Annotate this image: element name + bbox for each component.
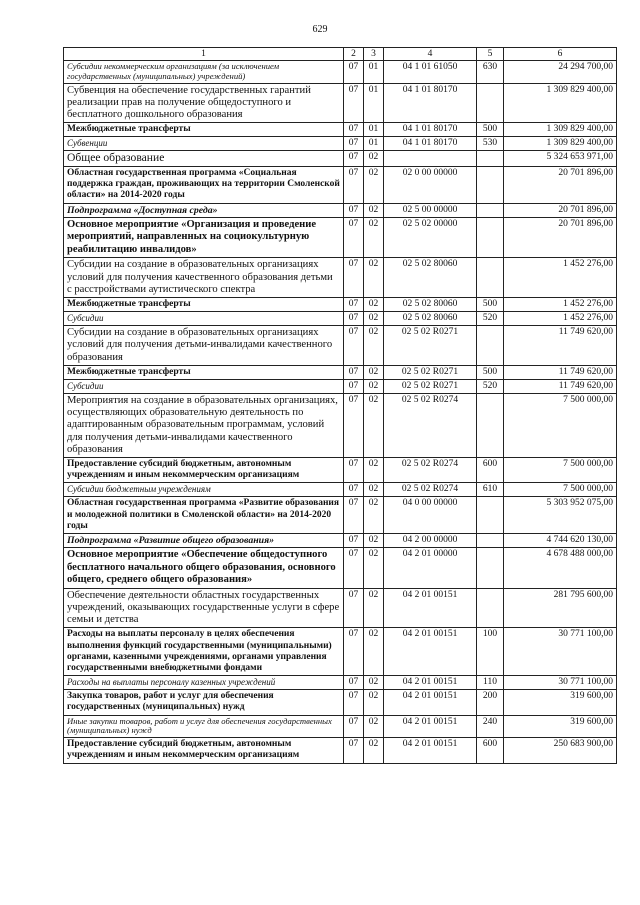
row-amount: 1 452 276,00 xyxy=(504,298,617,312)
row-section: 07 xyxy=(344,258,364,298)
row-expense-type xyxy=(477,151,504,167)
row-target-code: 02 5 02 R0271 xyxy=(384,326,477,366)
row-target-code: 02 5 02 80060 xyxy=(384,258,477,298)
row-target-code: 02 0 00 00000 xyxy=(384,167,477,204)
table-row xyxy=(64,628,617,676)
row-name: Основное мероприятие «Обеспечение общедоступного бесплатного начального общего образования, основного общего, среднего общего образования» xyxy=(64,548,344,589)
row-section: 07 xyxy=(344,394,364,458)
table-row xyxy=(64,715,617,738)
table-row xyxy=(64,137,617,151)
row-amount: 20 701 896,00 xyxy=(504,217,617,258)
row-expense-type xyxy=(477,588,504,628)
row-expense-type xyxy=(477,167,504,204)
row-name: Субвенция на обеспечение государственных гарантий реализации прав на получение общедоступного и бесплатного дошкольного образования xyxy=(64,83,344,123)
table-row xyxy=(64,738,617,763)
row-target-code: 04 2 01 00151 xyxy=(384,738,477,763)
row-subsection: 02 xyxy=(364,497,384,534)
row-subsection: 02 xyxy=(364,483,384,497)
table-row xyxy=(64,588,617,628)
row-target-code: 04 2 01 00151 xyxy=(384,628,477,676)
row-expense-type: 100 xyxy=(477,628,504,676)
row-name: Межбюджетные трансферты xyxy=(64,123,344,137)
row-subsection: 02 xyxy=(364,548,384,589)
row-amount: 1 309 829 400,00 xyxy=(504,123,617,137)
row-subsection: 02 xyxy=(364,588,384,628)
row-name: Субсидии xyxy=(64,312,344,326)
row-expense-type xyxy=(477,217,504,258)
row-expense-type xyxy=(477,394,504,458)
row-name: Расходы на выплаты персоналу в целях обеспечения выполнения функций государственными (муниципальными) органами, казенными учреждениями, органами управления государственными внебюджетными фондами xyxy=(64,628,344,676)
row-subsection: 02 xyxy=(364,676,384,690)
table-row xyxy=(64,380,617,394)
row-section: 07 xyxy=(344,458,364,483)
row-subsection: 01 xyxy=(364,123,384,137)
row-amount: 1 452 276,00 xyxy=(504,312,617,326)
row-expense-type: 610 xyxy=(477,483,504,497)
row-section: 07 xyxy=(344,326,364,366)
row-name: Субсидии бюджетным учреждениям xyxy=(64,483,344,497)
row-expense-type: 500 xyxy=(477,365,504,379)
column-header: 1 xyxy=(64,48,344,61)
row-expense-type xyxy=(477,258,504,298)
table-body xyxy=(64,61,617,764)
row-expense-type xyxy=(477,326,504,366)
table-row xyxy=(64,326,617,366)
row-target-code: 04 1 01 61050 xyxy=(384,61,477,84)
row-section: 07 xyxy=(344,738,364,763)
row-section: 07 xyxy=(344,298,364,312)
row-amount: 7 500 000,00 xyxy=(504,483,617,497)
row-subsection: 02 xyxy=(364,312,384,326)
row-amount: 11 749 620,00 xyxy=(504,365,617,379)
row-target-code: 02 5 02 R0274 xyxy=(384,394,477,458)
table-row xyxy=(64,676,617,690)
table-row xyxy=(64,458,617,483)
row-section: 07 xyxy=(344,588,364,628)
row-target-code: 02 5 02 R0274 xyxy=(384,483,477,497)
row-subsection: 02 xyxy=(364,380,384,394)
row-subsection: 02 xyxy=(364,715,384,738)
table-row xyxy=(64,258,617,298)
row-subsection: 02 xyxy=(364,298,384,312)
row-target-code: 04 0 00 00000 xyxy=(384,497,477,534)
row-name: Обеспечение деятельности областных государственных учреждений, оказывающих государственные услуги в сфере семьи и детства xyxy=(64,588,344,628)
row-section: 07 xyxy=(344,151,364,167)
row-section: 07 xyxy=(344,534,364,548)
row-name: Общее образование xyxy=(64,151,344,167)
table-row xyxy=(64,312,617,326)
table-row xyxy=(64,217,617,258)
row-section: 07 xyxy=(344,380,364,394)
row-section: 07 xyxy=(344,217,364,258)
row-name: Субсидии некоммерческим организациям (за исключением государственных (муниципальных) учреждений) xyxy=(64,61,344,84)
row-expense-type: 520 xyxy=(477,380,504,394)
row-name: Субсидии на создание в образовательных организациях условий для получения качественного образования детьми с расстройствами аутистического спектра xyxy=(64,258,344,298)
row-section: 07 xyxy=(344,137,364,151)
row-expense-type xyxy=(477,83,504,123)
row-subsection: 02 xyxy=(364,628,384,676)
row-section: 07 xyxy=(344,497,364,534)
row-subsection: 02 xyxy=(364,534,384,548)
row-amount: 11 749 620,00 xyxy=(504,326,617,366)
row-section: 07 xyxy=(344,548,364,589)
row-name: Межбюджетные трансферты xyxy=(64,365,344,379)
row-target-code: 04 1 01 80170 xyxy=(384,137,477,151)
column-header: 6 xyxy=(504,48,617,61)
table-header-row xyxy=(64,48,617,61)
row-name: Закупка товаров, работ и услуг для обеспечения государственных (муниципальных) нужд xyxy=(64,690,344,715)
budget-table xyxy=(63,47,617,764)
row-expense-type xyxy=(477,203,504,217)
row-target-code: 04 2 01 00151 xyxy=(384,690,477,715)
row-expense-type: 530 xyxy=(477,137,504,151)
row-name: Подпрограмма «Развитие общего образования» xyxy=(64,534,344,548)
row-expense-type: 500 xyxy=(477,298,504,312)
row-amount: 4 744 620 130,00 xyxy=(504,534,617,548)
column-header: 2 xyxy=(344,48,364,61)
row-section: 07 xyxy=(344,628,364,676)
column-header: 5 xyxy=(477,48,504,61)
row-amount: 20 701 896,00 xyxy=(504,203,617,217)
table-row xyxy=(64,298,617,312)
row-name: Субвенции xyxy=(64,137,344,151)
row-section: 07 xyxy=(344,483,364,497)
row-section: 07 xyxy=(344,312,364,326)
row-name: Основное мероприятие «Организация и проведение мероприятий, направленных на социокультурную реабилитацию инвалидов» xyxy=(64,217,344,258)
row-amount: 5 303 952 075,00 xyxy=(504,497,617,534)
table-row xyxy=(64,61,617,84)
row-expense-type: 110 xyxy=(477,676,504,690)
row-expense-type: 500 xyxy=(477,123,504,137)
column-header: 3 xyxy=(364,48,384,61)
row-target-code: 04 1 01 80170 xyxy=(384,123,477,137)
row-name: Расходы на выплаты персоналу казенных учреждений xyxy=(64,676,344,690)
row-subsection: 02 xyxy=(364,203,384,217)
row-name: Субсидии на создание в образовательных организациях условий для получения детьми-инвалидами качественного образования xyxy=(64,326,344,366)
row-target-code: 02 5 00 00000 xyxy=(384,203,477,217)
row-target-code: 02 5 02 R0271 xyxy=(384,365,477,379)
row-subsection: 01 xyxy=(364,83,384,123)
row-section: 07 xyxy=(344,167,364,204)
row-subsection: 02 xyxy=(364,167,384,204)
row-target-code: 02 5 02 R0271 xyxy=(384,380,477,394)
table-row xyxy=(64,483,617,497)
table-row xyxy=(64,167,617,204)
row-amount: 250 683 900,00 xyxy=(504,738,617,763)
row-name: Межбюджетные трансферты xyxy=(64,298,344,312)
row-target-code: 04 2 01 00151 xyxy=(384,715,477,738)
table-row xyxy=(64,534,617,548)
row-subsection: 02 xyxy=(364,738,384,763)
row-section: 07 xyxy=(344,715,364,738)
row-subsection: 01 xyxy=(364,137,384,151)
row-amount: 7 500 000,00 xyxy=(504,394,617,458)
row-amount: 4 678 488 000,00 xyxy=(504,548,617,589)
row-subsection: 02 xyxy=(364,258,384,298)
row-name: Предоставление субсидий бюджетным, автономным учреждениям и иным некоммерческим организациям xyxy=(64,738,344,763)
row-section: 07 xyxy=(344,365,364,379)
row-amount: 1 452 276,00 xyxy=(504,258,617,298)
table-row xyxy=(64,365,617,379)
row-amount: 11 749 620,00 xyxy=(504,380,617,394)
row-amount: 30 771 100,00 xyxy=(504,628,617,676)
row-expense-type: 600 xyxy=(477,458,504,483)
row-expense-type: 600 xyxy=(477,738,504,763)
row-name: Субсидии xyxy=(64,380,344,394)
row-expense-type: 200 xyxy=(477,690,504,715)
row-name: Подпрограмма «Доступная среда» xyxy=(64,203,344,217)
row-section: 07 xyxy=(344,123,364,137)
row-subsection: 02 xyxy=(364,458,384,483)
row-subsection: 02 xyxy=(364,217,384,258)
row-amount: 1 309 829 400,00 xyxy=(504,83,617,123)
row-section: 07 xyxy=(344,676,364,690)
row-amount: 319 600,00 xyxy=(504,690,617,715)
table-row xyxy=(64,151,617,167)
row-section: 07 xyxy=(344,203,364,217)
column-header: 4 xyxy=(384,48,477,61)
table-row xyxy=(64,123,617,137)
row-amount: 7 500 000,00 xyxy=(504,458,617,483)
row-expense-type: 240 xyxy=(477,715,504,738)
row-amount: 30 771 100,00 xyxy=(504,676,617,690)
row-target-code xyxy=(384,151,477,167)
row-subsection: 02 xyxy=(364,151,384,167)
row-amount: 5 324 653 971,00 xyxy=(504,151,617,167)
row-name: Предоставление субсидий бюджетным, автономным учреждениям и иным некоммерческим организациям xyxy=(64,458,344,483)
row-target-code: 04 2 01 00151 xyxy=(384,676,477,690)
row-amount: 281 795 600,00 xyxy=(504,588,617,628)
row-amount: 20 701 896,00 xyxy=(504,167,617,204)
table-row xyxy=(64,83,617,123)
row-subsection: 02 xyxy=(364,365,384,379)
row-expense-type: 630 xyxy=(477,61,504,84)
row-target-code: 02 5 02 80060 xyxy=(384,298,477,312)
row-expense-type xyxy=(477,534,504,548)
row-name: Областная государственная программа «Развитие образования и молодежной политики в Смоленской области» на 2014-2020 годы xyxy=(64,497,344,534)
row-section: 07 xyxy=(344,61,364,84)
row-subsection: 02 xyxy=(364,394,384,458)
page-number: 629 xyxy=(312,24,328,35)
row-name: Мероприятия на создание в образовательных организациях, осуществляющих образовательную деятельность по адаптированным образовательным программам, условий для получения детьми-инвалидами качественного образования xyxy=(64,394,344,458)
row-amount: 1 309 829 400,00 xyxy=(504,137,617,151)
row-amount: 319 600,00 xyxy=(504,715,617,738)
row-subsection: 02 xyxy=(364,326,384,366)
table-row xyxy=(64,548,617,589)
row-target-code: 02 5 02 00000 xyxy=(384,217,477,258)
row-name: Областная государственная программа «Социальная поддержка граждан, проживающих на территории Смоленской области» на 2014-2020 годы xyxy=(64,167,344,204)
row-target-code: 02 5 02 R0274 xyxy=(384,458,477,483)
row-target-code: 04 2 00 00000 xyxy=(384,534,477,548)
row-target-code: 04 2 01 00000 xyxy=(384,548,477,589)
row-expense-type xyxy=(477,548,504,589)
table-row xyxy=(64,203,617,217)
row-subsection: 02 xyxy=(364,690,384,715)
row-amount: 24 294 700,00 xyxy=(504,61,617,84)
row-subsection: 01 xyxy=(364,61,384,84)
table-row xyxy=(64,690,617,715)
row-expense-type: 520 xyxy=(477,312,504,326)
row-target-code: 04 2 01 00151 xyxy=(384,588,477,628)
row-section: 07 xyxy=(344,83,364,123)
table-row xyxy=(64,497,617,534)
row-expense-type xyxy=(477,497,504,534)
row-name: Иные закупки товаров, работ и услуг для обеспечения государственных (муниципальных) нужд xyxy=(64,715,344,738)
row-target-code: 04 1 01 80170 xyxy=(384,83,477,123)
table-row xyxy=(64,394,617,458)
row-target-code: 02 5 02 80060 xyxy=(384,312,477,326)
row-section: 07 xyxy=(344,690,364,715)
